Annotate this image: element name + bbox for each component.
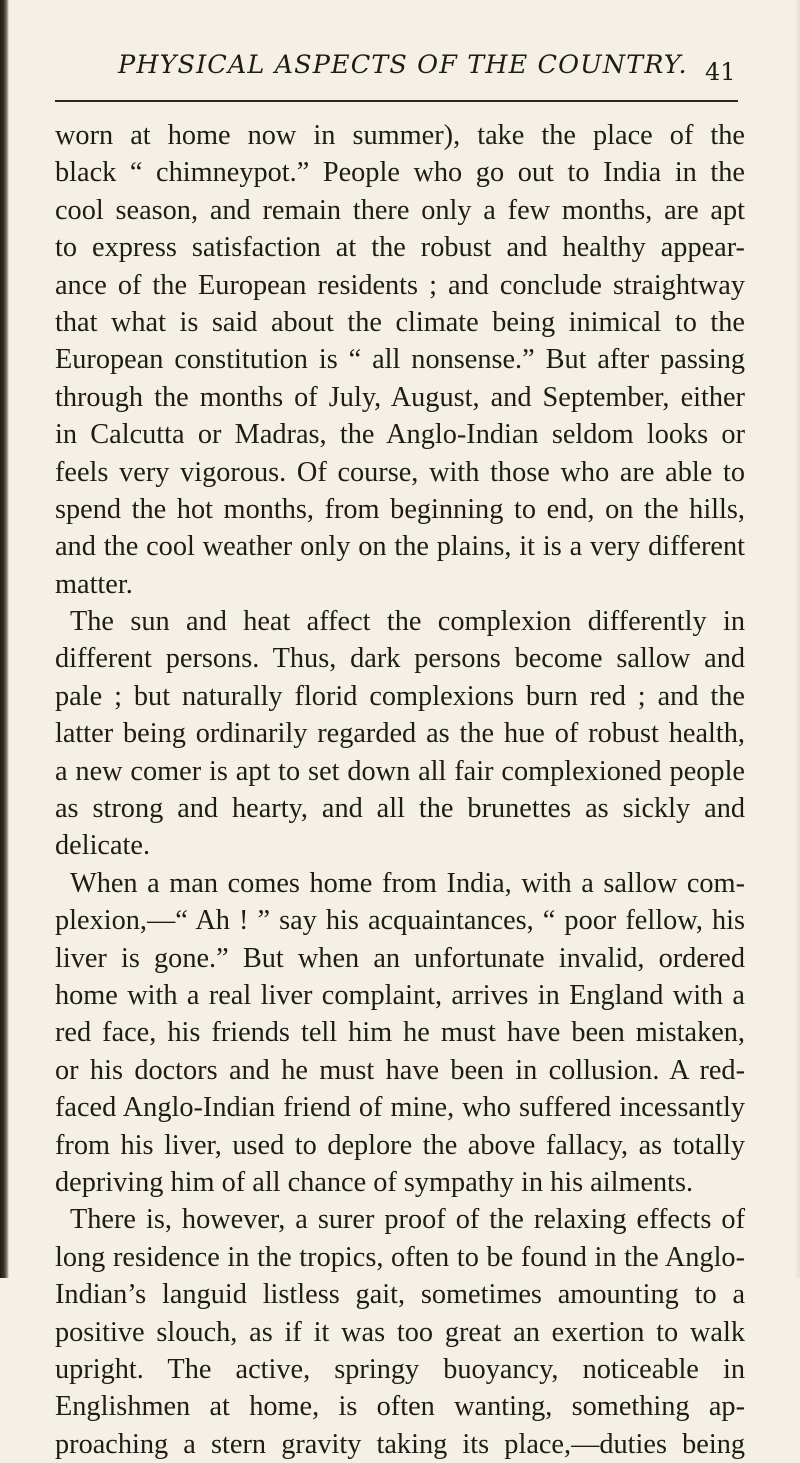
text-line: latter being ordinarily regarded as the hue of robust health, xyxy=(55,718,745,750)
text-line: When a man comes home from India, with a sallow com- xyxy=(70,867,745,899)
text-line: pale ; but naturally florid complexions burn red ; and the xyxy=(55,680,745,712)
text-line: Indian’s languid listless gait, sometimes amounting to a xyxy=(55,1279,745,1311)
text-line: to express satisfaction at the robust and healthy appear- xyxy=(55,232,745,264)
text-line: from his liver, used to deplore the above fallacy, as totally xyxy=(55,1129,745,1161)
text-line: worn at home now in summer), take the place of the xyxy=(55,120,745,151)
text-line: Englishmen at home, is often wanting, something ap- xyxy=(55,1391,745,1423)
text-line: a new comer is apt to set down all fair complexioned people xyxy=(55,755,745,787)
text-line: that what is said about the climate being inimical to the xyxy=(55,306,745,338)
text-line: red face, his friends tell him he must have been mistaken, xyxy=(55,1017,745,1049)
text-line: and the cool weather only on the plains, it is a very different xyxy=(55,531,745,563)
text-line: depriving him of all chance of sympathy in his ailments. xyxy=(55,1166,694,1198)
text-line: ance of the European residents ; and conclude straightway xyxy=(55,269,745,301)
header-rule xyxy=(55,100,738,102)
page-number: 41 xyxy=(705,58,736,86)
text-line: or his doctors and he must have been in collusion. A red- xyxy=(55,1054,745,1086)
text-line: plexion,—“ Ah ! ” say his acquaintances, “ poor fellow, his xyxy=(55,905,745,937)
text-line: faced Anglo-Indian friend of mine, who suffered incessantly xyxy=(55,1092,745,1124)
text-line: proaching a stern gravity taking its place,—duties being xyxy=(55,1428,745,1460)
text-line: liver is gone.” But when an unfortunate invalid, ordered xyxy=(55,942,745,974)
book-spine-shadow xyxy=(0,0,9,1278)
text-line: The sun and heat affect the complexion differently in xyxy=(70,606,745,638)
text-line: European constitution is “ all nonsense.” But after passing xyxy=(55,344,745,376)
text-line: positive slouch, as if it was too great an exertion to walk xyxy=(55,1316,745,1348)
text-line: as strong and hearty, and all the brunettes as sickly and xyxy=(55,793,745,825)
text-line: black “ chimneypot.” People who go out to India in the xyxy=(55,157,745,189)
text-line: in Calcutta or Madras, the Anglo-Indian seldom looks or xyxy=(55,419,745,451)
text-line: different persons. Thus, dark persons become sallow and xyxy=(55,643,745,675)
running-head-title: PHYSICAL ASPECTS OF THE COUNTRY. xyxy=(118,50,688,80)
text-line: long residence in the tropics, often to be found in the Anglo- xyxy=(55,1241,745,1273)
text-line: matter. xyxy=(55,568,133,600)
text-line: upright. The active, springy buoyancy, noticeable in xyxy=(55,1353,745,1385)
text-line: cool season, and remain there only a few months, are apt xyxy=(55,194,745,226)
text-line: home with a real liver complaint, arrives in England with a xyxy=(55,979,745,1011)
text-line: delicate. xyxy=(55,830,151,862)
text-line: There is, however, a surer proof of the relaxing effects of xyxy=(70,1204,745,1236)
text-line: spend the hot months, from beginning to end, on the hills, xyxy=(55,493,745,525)
text-line: through the months of July, August, and September, either xyxy=(55,381,745,413)
page-edge xyxy=(794,0,800,1278)
body-text xyxy=(55,117,745,1463)
text-line: feels very vigorous. Of course, with those who are able to xyxy=(55,456,745,488)
